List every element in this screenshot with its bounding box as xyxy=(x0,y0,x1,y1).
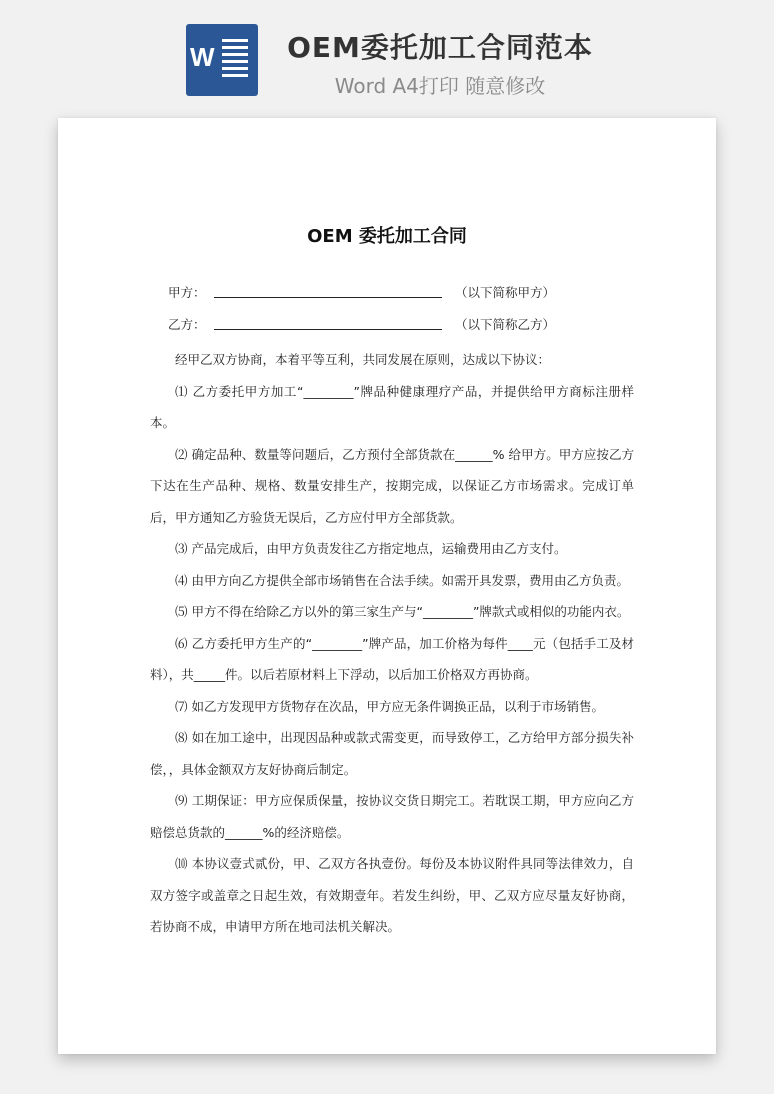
party-b-note: （以下简称乙方） xyxy=(455,317,556,332)
clause-7: ⑺ 如乙方发现甲方货物存在次品，甲方应无条件调换正品，以利于市场销售。 xyxy=(175,698,604,714)
page-subtitle: Word A4打印 随意修改 xyxy=(334,74,546,98)
contract-title: OEM 委托加工合同 xyxy=(307,226,467,247)
party-a-note: （以下简称甲方） xyxy=(455,285,556,300)
party-a-label: 甲方： xyxy=(168,285,206,300)
document-page xyxy=(58,118,716,1054)
clause-8: ⑻ 如在加工途中，出现因品种或款式需变更，而导致停工，乙方给甲方部分损失补偿，，具体金额双方友好协商后制定。 xyxy=(150,730,634,777)
clause-2: ⑵ 确定品种、数量等问题后，乙方预付全部货款在______% 给甲方。甲方应按乙方下达在生产品种、规格、数量安排生产，按期完成，以保证乙方市场需求。完成订单后，甲方通知乙方验货无误后，乙方应付甲方全部货款。 xyxy=(150,446,634,525)
page-title: OEM委托加工合同范本 xyxy=(287,31,593,64)
party-a-blank-line xyxy=(214,297,442,298)
clause-3: ⑶ 产品完成后，由甲方负责发往乙方指定地点，运输费用由乙方支付。 xyxy=(175,541,567,556)
clause-6: ⑹ 乙方委托甲方生产的“________”牌产品，加工价格为每件____元（包括手工及材料），共_____件。以后若原材料上下浮动，以后加工价格双方再协商。 xyxy=(150,635,634,682)
clause-10: ⑽ 本协议壹式贰份，甲、乙双方各执壹份。每份及本协议附件具同等法律效力，自双方签字或盖章之日起生效，有效期壹年。若发生纠纷，甲、乙双方应尽量友好协商，若协商不成，申请甲方所在地司法机关解决。 xyxy=(150,856,634,934)
word-document-icon xyxy=(186,24,258,96)
clause-4: ⑷ 由甲方向乙方提供全部市场销售在合法手续。如需开具发票，费用由乙方负责。 xyxy=(175,572,629,588)
party-b-label: 乙方： xyxy=(168,317,206,332)
clause-9: ⑼ 工期保证：甲方应保质保量，按协议交货日期完工。若耽误工期，甲方应向乙方赔偿总货款的______%的经济赔偿。 xyxy=(150,793,634,840)
clause-1: ⑴ 乙方委托甲方加工“________”牌品种健康理疗产品，并提供给甲方商标注册样本。 xyxy=(150,383,634,430)
party-b-blank-line xyxy=(214,329,442,330)
word-icon-letter: W xyxy=(190,42,215,72)
intro-paragraph: 经甲乙双方协商，本着平等互利，共同发展在原则，达成以下协议： xyxy=(175,352,551,367)
contract-body xyxy=(150,344,634,943)
word-icon-lines xyxy=(222,39,248,81)
page-header xyxy=(0,0,774,110)
clause-5: ⑸ 甲方不得在给除乙方以外的第三家生产与“________”牌款式或相似的功能内衣。 xyxy=(175,604,630,619)
